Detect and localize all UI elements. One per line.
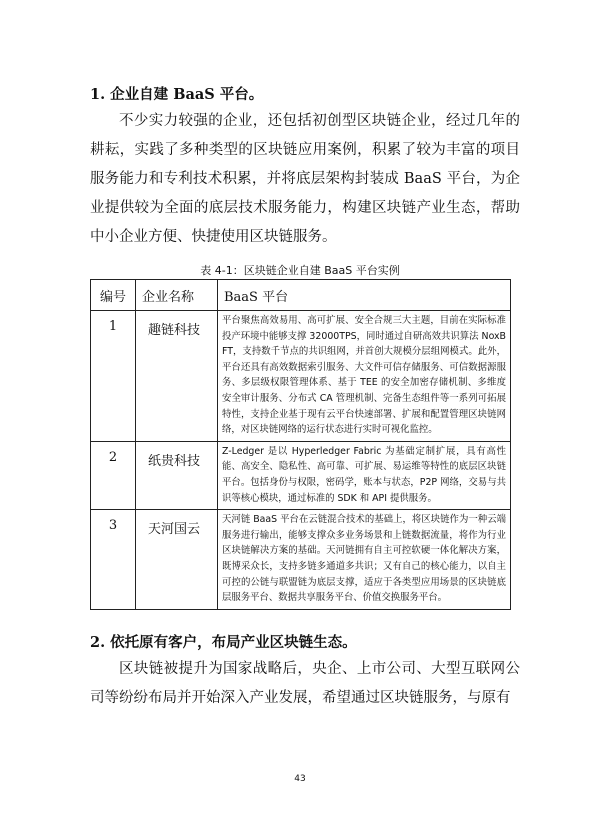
section-1-heading: 1. 企业自建 BaaS 平台。: [90, 86, 264, 103]
row-number: 3: [91, 510, 136, 610]
table-header-row: [91, 280, 511, 311]
table-row: [91, 510, 511, 610]
platform-description: 天河链 BaaS 平台在云链混合技术的基础上，将区块链作为一种云端服务进行输出，能够支撑众多业务场景和上链数据流量，将作为行业区块链解决方案的基础。天河链拥有自主可控软硬一体化解决方案，既博采众长，支持多链多通道多共识；又有自己的核心能力，以自主可控的公链与联盟链为底层支撑，适应于各类型应用场景的区块链底层服务平台、数据共享服务平台、价值交换服务平台。: [218, 510, 511, 610]
table-caption: 表 4-1：区块链企业自建 BaaS 平台实例: [200, 264, 400, 277]
company-name: 趣链科技: [136, 311, 218, 442]
section-1-paragraph: 不少实力较强的企业，还包括初创型区块链企业，经过几年的耕耘，实践了多种类型的区块链应用案例，积累了较为丰富的项目服务能力和专利技术积累，并将底层架构封装成 BaaS 平台，为企业提供较为全面的底层技术服务能力，构建区块链产业生态，帮助中小企业方便、快捷使用区块链服务。: [90, 113, 520, 245]
section-2-paragraph: 区块链被提升为国家战略后，央企、上市公司、大型互联网公司等纷纷布局并开始深入产业发展，希望通过区块链服务，与原有: [90, 661, 520, 706]
row-number: 1: [91, 311, 136, 442]
table-row: [91, 441, 511, 509]
column-header-number: 编号: [91, 280, 136, 311]
baas-platform-table: [90, 279, 511, 610]
platform-description: 平台聚焦高效易用、高可扩展、安全合规三大主题，目前在实际标准投产环境中能够支撑 32000TPS，同时通过自研高效共识算法 NoxBFT，支持数千节点的共识组网，并首创大规模分层组网模式。此外，平台还具有高效数据索引服务、大文件可信存储服务、可信数据源服务、多层级权限管理体系、基于 TEE 的安全加密存储机制、多维度安全审计服务、分布式 CA 管理机制、完备生态组件等一系列可拓展特性，支持企业基于现有云平台快速部署、扩展和配置管理区块链网络，对区块链网络的运行状态进行实时可视化监控。: [218, 311, 511, 442]
table-row: [91, 311, 511, 442]
section-2-heading: 2. 依托原有客户，布局产业区块链生态。: [90, 634, 357, 651]
page-number: 43: [294, 774, 306, 784]
row-number: 2: [91, 441, 136, 509]
platform-description: Z-Ledger 是以 Hyperledger Fabric 为基础定制扩展，具有高性能、高安全、隐私性、高可靠、可扩展、易运维等特性的底层区块链平台。包括身份与权限，密码学，账本与状态，P2P 网络，交易与共识等核心模块，通过标准的 SDK 和 API 提供服务。: [218, 441, 511, 509]
column-header-company: 企业名称: [136, 280, 218, 311]
company-name: 纸贵科技: [136, 441, 218, 509]
column-header-baas-platform: BaaS 平台: [218, 280, 511, 311]
company-name: 天河国云: [136, 510, 218, 610]
